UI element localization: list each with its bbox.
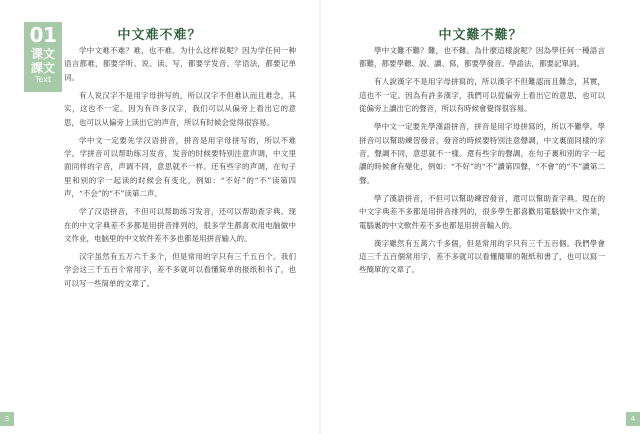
paragraph: 汉字虽然有五万六千多个，但是常用的字只有三千五百个。我们学会这三千五百个常用字，差不多就可以看懂简单的报纸和书了，也可以写一些简单的文章了。 [64, 252, 296, 288]
page-number-right: 4 [626, 412, 640, 426]
lesson-label-traditional: 課文 [30, 61, 55, 75]
paragraph: 有人說漢字不是用字母拼寫的，所以漢字不但難認而且難念，其實，這也不一定。因為有許多漢字，我們可以從偏旁上看出它的意思，也可以從偏旁上讀出它的聲音，所以有時候會覺得很容易。 [359, 77, 605, 114]
paragraph: 有人说汉字不是用字母拼写的，所以汉字不但难认而且难念，其实，这也不一定。因为有许多汉字，我们可以从偏旁上看出它的意思，也可以从偏旁上读出它的声音，所以有时候会觉得很容易。 [64, 90, 296, 127]
paragraph: 學了漢語拼音，不但可以幫助練習發音，還可以幫助查字典。現在的中文字典差不多都是用拼音排列的，很多學生都喜歡用電腦做中文作業，電腦裏的中文軟件差不多也都是用拼音輸入的。 [359, 193, 605, 230]
text-body-simplified [64, 44, 296, 295]
paragraph: 学了汉语拼音，不但可以帮助练习发音，还可以帮助查字典。现在的中文字典差不多都是用拼音排列的，很多学生都喜欢用电脑做中文作业，电脑里的中文软件差不多也都是用拼音输入的。 [64, 207, 296, 244]
text-body-traditional [359, 44, 605, 281]
page-number-left: 3 [0, 412, 14, 426]
lesson-label-simplified: 课文 [30, 47, 55, 61]
paragraph: 學中文一定要先學漢語拼音，拼音是用字母拼寫的，所以不難學。學拼音可以幫助練習發音，發音的時候要特別注意聲調，中文裏面同樣的字音，聲調不同，意思就不一樣。還有些字的聲調，在句子裏和別的字一起讀的時候會有變化，例如：“不好”的“不”讀第四聲，“不會”的“不”讀第二聲。 [359, 122, 605, 185]
paragraph: 漢字雖然有五萬六千多個，但是常用的字只有三千五百個。我們學會這三千五百個常用字，差不多就可以看懂簡單的報紙和書了，也可以寫一些簡單的文章了。 [359, 238, 605, 275]
lesson-number: 01 [29, 23, 57, 47]
right-page [321, 0, 640, 434]
left-page [0, 0, 319, 434]
lesson-label-english: Text [34, 75, 52, 84]
page-title-simplified: 中文难不难？ [117, 28, 202, 43]
paragraph: 学中文难不难？难，也不难。为什么这样说呢？因为学任何一种语言都难，都要学听、说、读、写，都要学发音、学语法，都要记单词。 [64, 46, 296, 82]
paragraph: 學中文難不難？難，也不難。為什麼這樣說呢？因為學任何一種語言都難，都要學聽、說、讀、寫，都要學發音、學語法，都要記單詞。 [359, 46, 605, 69]
page-title-traditional: 中文難不難？ [438, 28, 523, 43]
paragraph: 学中文一定要先学汉语拼音，拼音是用字母拼写的，所以不难学。学拼音可以帮助练习发音，发音的时候要特别注意声调，中文里面同样的字音，声调不同，意思就不一样。还有些字的声调，在句子里和别的字一起读的时候会有变化，例如：“不好”的“不”读第四声，“不会”的“不”读第二声。 [64, 135, 296, 199]
